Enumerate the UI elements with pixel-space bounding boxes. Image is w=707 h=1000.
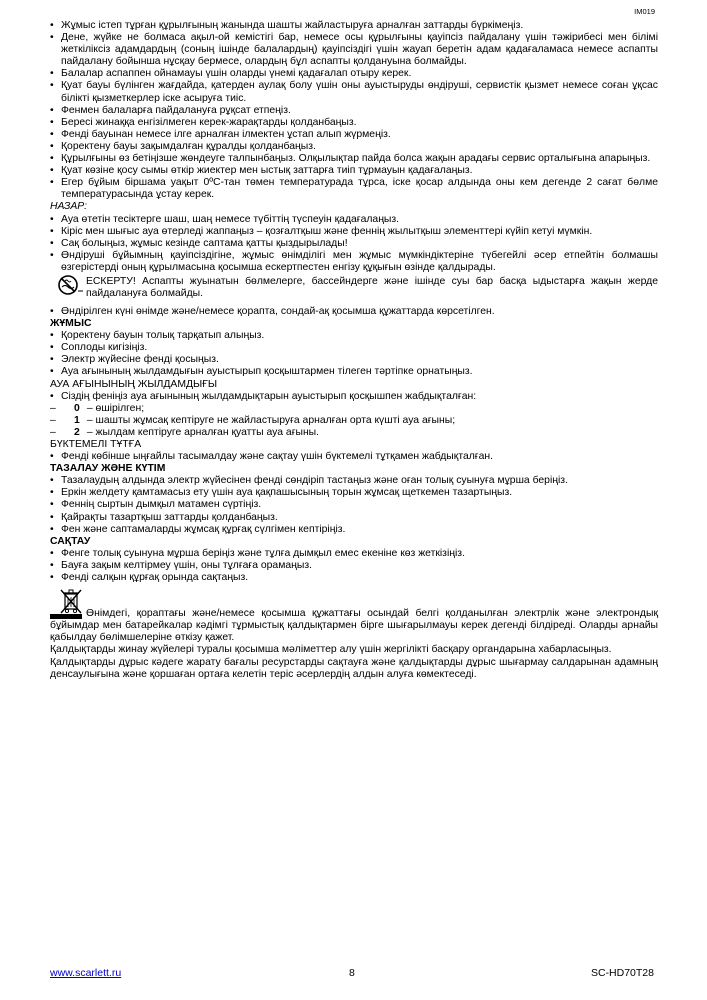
disposal-section — [50, 586, 658, 681]
bin-underline-bar — [50, 614, 82, 619]
list-item: • Соплоды кигізіңіз. — [50, 342, 658, 354]
intro-list — [50, 20, 658, 201]
operation-list — [50, 330, 658, 378]
list-item: • Егер бұйым біршама уақыт 0ºС-тан төмен температурада тұрса, іске қосар алдында оны кем дегенде 2 сағат бөлме температурасында ұстау керек. — [50, 177, 658, 201]
list-item: • Қуат бауы бүлінген жағдайда, қатерден аулақ болу үшін оны ауыстыруды өндіруші, сервистік қызмет немесе соған ұқсас білікті қызметкерлер іске асыруға тиіс. — [50, 80, 658, 104]
list-item: • Қуат көзіне қосу сымы өткір жиектер мен ыстық заттарға тиіп тұрмауын қадағалаңыз. — [50, 165, 658, 177]
list-item: • Кіріс мен шығыс ауа өтерледі жаппаңыз – қозғалтқыш және феннің жылытқыш элементтері күйіп кетуі мүмкін. — [50, 226, 658, 238]
attention-heading: НАЗАР: — [50, 201, 87, 213]
list-item: • Еркін желдету қамтамасыз ету үшін ауа қақпашысының торын жұмсақ щеткемен тазартыңыз. — [50, 487, 658, 499]
list-item: • Ауа ағынының жылдамдығын ауыстырып қосқыштармен тілеген тәртіпке орнатыңыз. — [50, 366, 658, 378]
cleaning-list — [50, 475, 658, 535]
bath-warning — [50, 276, 658, 306]
list-item: • Фенді бауынан немесе ілге арналған ілмектен ұстап алып жүрмеңіз. — [50, 129, 658, 141]
list-item: • Өндіруші бұйымның қауіпсіздігіне, жұмыс өнімділігі мен жұмыс мүмкіндіктеріне түбегейлі әсер етпейтін болмашы өзгерістерді оның құрылмасына қосымша ескертпестен енгізу құқығын өзінде қалдырады. — [50, 250, 658, 274]
manufacture-date-note: • Өндірілген күні өнімде және/немесе қорапта, сондай-ақ қосымша құжаттарда көрсетілген. — [50, 306, 658, 318]
folding-note: • Фенді көбінше ыңғайлы тасымалдау және сақтау үшін бүктемелі тұтқамен жабдықталған. — [50, 451, 658, 463]
speed-text: – жылдам кептіруге арналған қуатты ауа ағыны. — [84, 426, 320, 438]
speed-item — [50, 427, 658, 439]
list-item: • Ауа өтетін тесіктерге шаш, шаң немесе түбіттің түспеуін қадағалаңыз. — [50, 214, 658, 226]
list-item: • Жұмыс істеп тұрған құрылғының жанында шашты жайластыруға арналған заттарды бүркімеңіз. — [50, 20, 658, 32]
list-item: • Бересі жинаққа енгізілмеген керек-жарақтарды қолданбаңыз. — [50, 117, 658, 129]
speed-text: – өшірілген; — [84, 402, 145, 414]
list-item: • Сақ болыңыз, жұмыс кезінде саптама қатты қыздырылады! — [50, 238, 658, 250]
list-item: • Фенді салқын құрғақ орында сақтаңыз. — [50, 572, 658, 584]
footer-website-link[interactable]: www.scarlett.ru — [50, 967, 122, 979]
storage-list — [50, 548, 658, 584]
page-number: 8 — [349, 967, 355, 979]
list-item: • Феннің сыртын дымқыл матамен сүртіңіз. — [50, 499, 658, 511]
attention-list — [50, 214, 658, 274]
list-item: • Қайрақты тазартқыш заттарды қолданбаңыз. — [50, 512, 658, 524]
operation-heading: ЖҰМЫС — [50, 318, 92, 330]
list-item: • Фенге толық суынуна мұрша беріңіз және тұлға дымқыл емес екеніне көз жеткізіңіз. — [50, 548, 658, 560]
airflow-heading: АУА АҒЫНЫНЫҢ ЖЫЛДАМДЫҒЫ — [50, 378, 218, 390]
warning-text: ЕСКЕРТУ! Аспапты жуынатын бөлмелерге, бассейндерге және ішінде суы бар басқа ыдыстарға жақын жерде пайдалануға болмайды. — [86, 275, 658, 300]
list-item: • Электр жүйесіне фенді қосыңыз. — [50, 354, 658, 366]
speed-text: – шашты жұмсақ кептіруге не жайластыруға арналған орта күшті ауа ағыны; — [84, 414, 456, 426]
list-item: • Құрылғыны өз бетіңізше жөндеуге талпынбаңыз. Олқылықтар пайда болса жақын арадағы сервис орталығына апарыңыз. — [50, 153, 658, 165]
folding-heading: БҮКТЕМЕЛІ ТҰТҒА — [50, 439, 142, 450]
list-item: • Дене, жүйке не болмаса ақыл-ой кемістігі бар, немесе осы құрылғыны қауіпсіз пайдалану үшін тәжірибесі мен білімі жеткіліксіз адамдардың (соның ішінде балалардың) қауіпсіздігі үшін жауап беретін адам қадағаламаса немесе аспапты пайдалану бойынша нұсқау бермесе, олардың бұл аспапты қолдануына болмайды. — [50, 32, 658, 68]
no-water-warning-icon — [56, 274, 84, 296]
speed-number: 2 — [74, 426, 80, 438]
speed-item — [50, 403, 658, 415]
document-code: IM019 — [634, 7, 655, 16]
speed-list — [50, 403, 658, 439]
speed-number: 0 — [74, 402, 80, 414]
list-item: • Қоректену бауын толық тарқатып алыңыз. — [50, 330, 658, 342]
disposal-paragraph: Қалдықтарды дұрыс кәдеге жарату бағалы ресурстарды сақтауға және қалдықтарды дұрыс шығармау салдарынан адамның денсаулығына және қоршаған ортаға келетін теріс әсерлердің алдын алуға көмектеседі. — [50, 656, 658, 680]
list-item: • Тазалаудың алдында электр жүйесінен фенді сөндіріп тастаңыз және оған толық суынуға мұрша беріңіз. — [50, 475, 658, 487]
disposal-paragraph: Өнімдегі, қорaптағы және/немесе қосымша құжаттағы осындай белгі қолданылған электрлік және электрондық бұйымдар мен батарейкалар кәдімгі тұрмыстық қалдықтармен бірге шығарылмауы керек дегенді білдіреді. Оларды арнайы қабылдау бөлімшелеріне өткізу қажет. — [50, 608, 658, 644]
crossed-bin-icon — [60, 588, 82, 614]
model-number: SC-HD70T28 — [590, 967, 654, 979]
storage-heading: САҚТАУ — [50, 535, 91, 547]
cleaning-heading: ТАЗАЛАУ ЖӘНЕ КҮТІМ — [50, 463, 166, 475]
list-item: • Фен және саптамаларды жұмсақ құрғақ сүлгімен кептіріңіз. — [50, 524, 658, 536]
speed-number: 1 — [74, 414, 80, 426]
list-item: • Қоректену бауы зақымдалған құралды қолданбаңыз. — [50, 141, 658, 153]
list-item: • Балалар аспаппен ойнамауы үшін оларды үнемі қадағалап отыру керек. — [50, 68, 658, 80]
list-item: • Бауға зақым келтірмеу үшін, оны тұлғаға орамаңыз. — [50, 560, 658, 572]
list-item: • Фенмен балаларға пайдалануға рұқсат етпеңіз. — [50, 105, 658, 117]
airflow-intro: • Сіздің феніңіз ауа ағынының жылдамдықтарын ауыстырып қосқышпен жабдықталған: — [50, 391, 658, 403]
disposal-paragraph: Қалдықтарды жинау жүйелері туралы қосымша мәліметтер алу үшін жергілікті басқару органдарына хабарласыңыз. — [50, 644, 612, 656]
page-content — [50, 20, 658, 681]
speed-item — [50, 415, 658, 427]
